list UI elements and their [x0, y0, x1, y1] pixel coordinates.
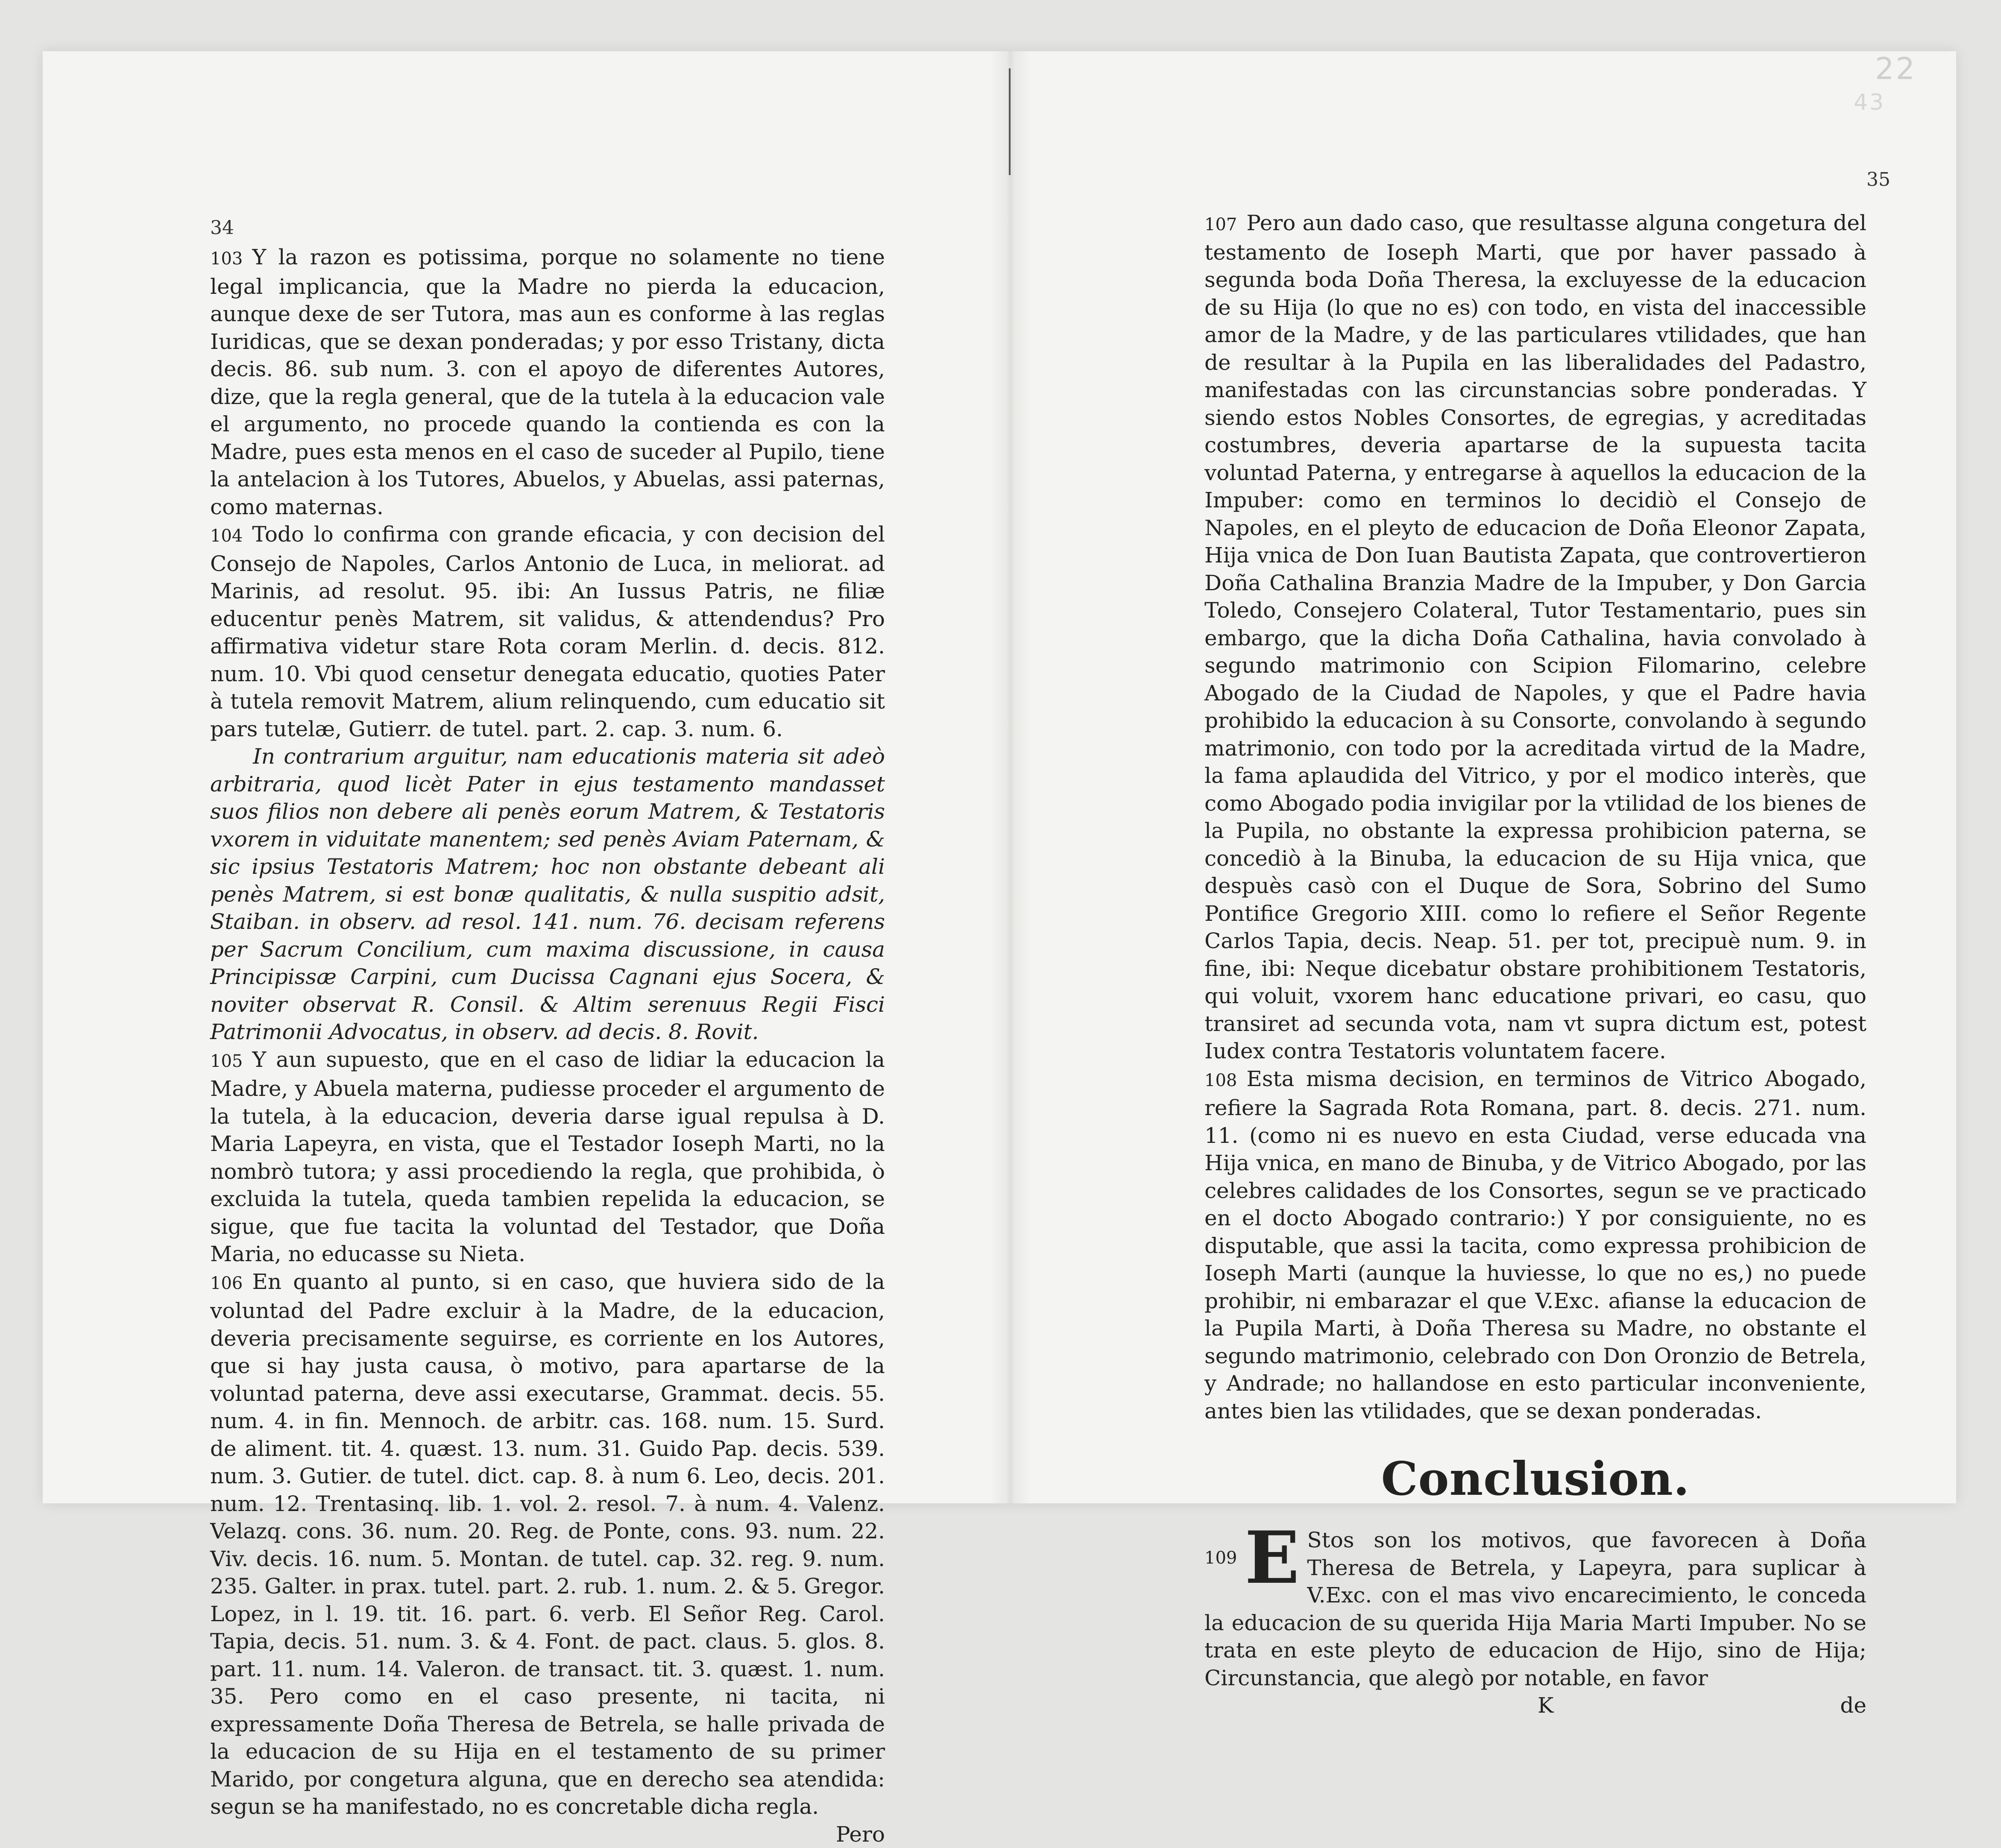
handwritten-folio-number: 22	[1875, 51, 1916, 86]
right-page-text	[1204, 209, 1866, 1719]
drop-cap: E	[1245, 1530, 1299, 1585]
left-page-text	[210, 243, 885, 1848]
paragraph-104: 104 Todo lo confirma con grande eficacia, y con decision del Consejo de Napoles, Carlos Antonio de Luca, in meliorat. ad Marinis, ad resolut. 95. ibi: An Iussus Patris, ne filiæ educentur penès Matrem, sit validus, & attendendus? Pro affirmativa videtur stare Rota coram Merlin. d. decis. 812. num. 10. Vbi quod censetur denegata educatio, quoties Pater à tutela removit Matrem, alium relinquendo, cum educatio sit pars tutelæ, Gutierr. de tutel. part. 2. cap. 3. num. 6.	[210, 521, 885, 743]
paragraph-108: 108 Esta misma decision, en terminos de Vitrico Abogado, refiere la Sagrada Rota Romana, part. 8. decis. 271. num. 11. (como ni es nuevo en esta Ciudad, verse educada vna Hija vnica, en mano de Binuba, y de Vitrico Abogado, por las celebres calidades de los Consortes, segun se ve practicado en el docto Abogado contrario:) Y por consiguiente, no es disputable, que assi la tacita, como expressa prohibicion de Ioseph Marti (aunque la huviesse, lo que no es,) no puede prohibir, ni embarazar el que V.Exc. afianse la educacion de la Pupila Marti, à Doña Theresa su Madre, no obstante el segundo matrimonio, celebrado con Don Oronzio de Betrela, y Andrade; no hallandose en esto particular inconveniente, antes bien las vtilidades, que se dexan ponderadas.	[1204, 1065, 1866, 1425]
page-number: 35	[1866, 169, 1890, 190]
paragraph-latin-quote: In contrarium arguitur, nam educationis materia sit adeò arbitraria, quod licèt Pater in ejus testamento mandasset suos filios non debere ali penès eorum Matrem, & Testatoris vxorem in viduitate manentem; sed penès Aviam Paternam, & sic ipsius Testatoris Matrem; hoc non obstante debeant ali penès Matrem, si est bonæ qualitatis, & nulla suspitio adsit, Staiban. in observ. ad resol. 141. num. 76. decisam referens per Sacrum Concilium, cum maxima discussione, in causa Principissæ Carpini, cum Ducissa Cagnani ejus Socera, & noviter observat R. Consil. & Altim serenuus Regii Fisci Patrimonii Advocatus, in observ. ad decis. 8. Rovit.	[210, 743, 885, 1046]
handwritten-mark: 43	[1854, 90, 1885, 115]
right-page	[1017, 51, 1956, 1503]
gutter-mark	[1009, 68, 1011, 175]
paragraph-103: 103 Y la razon es potissima, porque no solamente no tiene legal implicancia, que la Madre no pierda la educacion, aunque dexe de ser Tutora, mas aun es conforme à las reglas Iuridicas, que se dexan ponderadas; y por esso Tristany, dicta decis. 86. sub num. 3. con el apoyo de diferentes Autores, dize, que la regla general, que de la tutela à la educacion vale el argumento, no procede quando la contienda es con la Madre, pues esta menos en el caso de suceder al Pupilo, tiene la antelacion à los Tutores, Abuelos, y Abuelas, assi paternas, como maternas.	[210, 243, 885, 521]
section-heading: Conclusion.	[1204, 1447, 1866, 1511]
book-spread	[43, 51, 1956, 1503]
signature-line	[1204, 1692, 1866, 1719]
page-number: 34	[210, 217, 234, 239]
paragraph-107: 107 Pero aun dado caso, que resultasse alguna congetura del testamento de Ioseph Marti, que por haver passado à segunda boda Doña Theresa, la excluyesse de la educacion de su Hija (lo que no es) con todo, en vista del inaccessible amor de la Madre, y de las particulares vtilidades, que han de resultar à la Pupila en las liberalidades del Padastro, manifestadas con las circunstancias sobre ponderadas. Y siendo estos Nobles Consortes, de egregias, y acreditadas costumbres, deveria apartarse de la supuesta tacita voluntad Paterna, y entregarse à aquellos la educacion de la Impuber: como en terminos lo decidiò el Consejo de Napoles, en el pleyto de educacion de Doña Eleonor Zapata, Hija vnica de Don Iuan Bautista Zapata, que controvertieron Doña Cathalina Branzia Madre de la Impuber, y Don Garcia Toledo, Consejero Colateral, Tutor Testamentario, pues sin embargo, que la dicha Doña Cathalina, havia convolado à segundo matrimonio con Scipion Filomarino, celebre Abogado de la Ciudad de Napoles, y que el Padre havia prohibido la educacion à su Consorte, convolando à segundo matrimonio, con todo por la acreditada virtud de la Madre, la fama aplaudida del Vitrico, y por el modico interès, que como Abogado podia invigilar por la vtilidad de los bienes de la Pupila, no obstante la expressa prohibicion paterna, se concediò à la Binuba, la educacion de su Hija vnica, que despuès casò con el Duque de Sora, Sobrino del Sumo Pontifice Gregorio XIII. como lo refiere el Señor Regente Carlos Tapia, decis. Neap. 51. per tot, precipuè num. 9. in fine, ibi: Neque dicebatur obstare prohibitionem Testatoris, qui voluit, vxorem hanc educatione privari, eo casu, quo transiret ad secunda vota, nam vt supra dictum est, potest Iudex contra Testatoris voluntatem facere.	[1204, 209, 1866, 1065]
signature-mark: K	[1538, 1692, 1553, 1719]
catchword: Pero	[210, 1821, 885, 1848]
catchword: de	[1840, 1692, 1866, 1719]
left-page	[43, 51, 1004, 1503]
paragraph-109: 109 E Stos son los motivos, que favorecen à Doña Theresa de Betrela, y Lapeyra, para suplicar à V.Exc. con el mas vivo encarecimiento, le conceda la educacion de su querida Hija Maria Marti Impuber. No se trata en este pleyto de educacion de Hijo, sino de Hija; Circunstancia, que alegò por notable, en favor	[1204, 1526, 1866, 1692]
paragraph-106: 106 En quanto al punto, si en caso, que huviera sido de la voluntad del Padre excluir à la Madre, de la educacion, deveria precisamente seguirse, es corriente en los Autores, que si hay justa causa, ò motivo, para apartarse de la voluntad paterna, deve assi executarse, Grammat. decis. 55. num. 4. in fin. Mennoch. de arbitr. cas. 168. num. 15. Surd. de aliment. tit. 4. quæst. 13. num. 31. Guido Pap. decis. 539. num. 3. Gutier. de tutel. dict. cap. 8. à num 6. Leo, decis. 201. num. 12. Trentasinq. lib. 1. vol. 2. resol. 7. à num. 4. Valenz. Velazq. cons. 36. num. 20. Reg. de Ponte, cons. 93. num. 22. Viv. decis. 16. num. 5. Montan. de tutel. cap. 32. reg. 9. num. 235. Galter. in prax. tutel. part. 2. rub. 1. num. 2. & 5. Gregor. Lopez, in l. 19. tit. 16. part. 6. verb. El Señor Reg. Carol. Tapia, decis. 51. num. 3. & 4. Font. de pact. claus. 5. glos. 8. part. 11. num. 14. Valeron. de transact. tit. 3. quæst. 1. num. 35. Pero como en el caso presente, ni tacita, ni expressamente Doña Theresa de Betrela, se halle privada de la educacion de su Hija en el testamento de su primer Marido, por congetura alguna, que en derecho sea atendida: segun se ha manifestado, no es concretable dicha regla.	[210, 1268, 885, 1821]
paragraph-105: 105 Y aun supuesto, que en el caso de lidiar la educacion la Madre, y Abuela materna, pudiesse proceder el argumento de la tutela, à la educacion, deveria darse igual repulsa à D. Maria Lapeyra, en vista, que el Testador Ioseph Marti, no la nombrò tutora; y assi procediendo la regla, que prohibida, ò excluida la tutela, queda tambien repelida la educacion, se sigue, que fue tacita la voluntad del Testador, que Doña Maria, no educasse su Nieta.	[210, 1046, 885, 1268]
